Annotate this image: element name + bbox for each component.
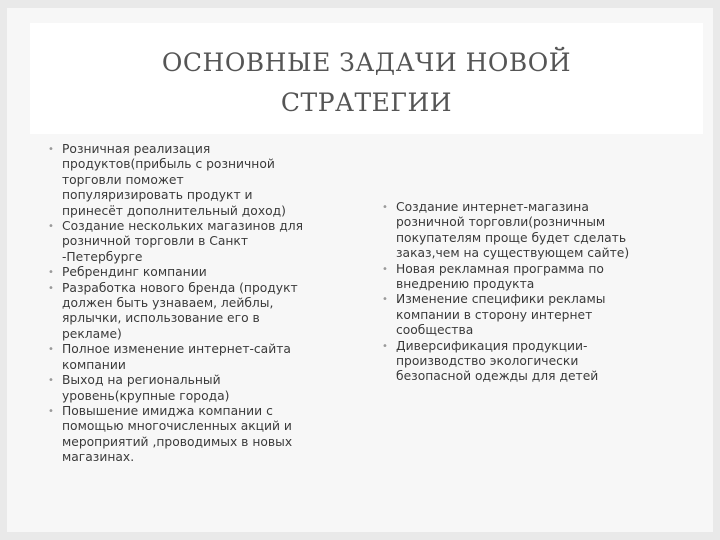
bullet-text: Изменение специфики рекламы компании в сторону интернет сообщества <box>396 292 606 338</box>
bullet-dot-icon: • <box>48 267 54 279</box>
bullet-text: Разработка нового бренда (продукт должен быть узнаваем, лейблы, ярлычки, использование его в рекламе) <box>62 280 298 341</box>
bullet-text: Диверсификация продукции-производство экологически безопасной одежды для детей <box>396 338 599 384</box>
bullet-dot-icon: • <box>382 340 388 352</box>
title-line-1: ОСНОВНЫЕ ЗАДАЧИ НОВОЙ <box>161 48 572 77</box>
bullet-item <box>382 200 652 262</box>
bullet-text: Ребрендинг компании <box>62 265 207 280</box>
bullet-item <box>48 265 306 280</box>
bullet-item <box>48 342 306 373</box>
bullet-text: Создание нескольких магазинов для розничной торговли в Санкт -Петербурге <box>62 219 304 264</box>
bullet-item <box>48 281 306 343</box>
bullet-text: Полное изменение интернет-сайта компании <box>62 342 291 372</box>
bullet-item <box>382 262 652 293</box>
bullet-item <box>48 219 306 265</box>
bullet-text: Повышение имиджа компании с помощью многочисленных акций и мероприятий ,проводимых в новых магазинах. <box>62 403 293 465</box>
bullet-item <box>48 373 306 404</box>
bullet-item <box>48 404 306 466</box>
bullet-dot-icon: • <box>382 263 388 275</box>
bullet-dot-icon: • <box>48 144 54 155</box>
bullet-dot-icon: • <box>382 294 388 306</box>
bullet-dot-icon: • <box>48 344 54 356</box>
title-line-2: СТРАТЕГИИ <box>280 88 453 117</box>
left-bullet-list <box>48 142 306 466</box>
bullet-text: Выход на региональный уровень(крупные города) <box>62 373 230 403</box>
slide-title <box>30 43 703 123</box>
right-bullet-list <box>382 200 652 385</box>
bullet-dot-icon: • <box>48 375 54 387</box>
bullet-dot-icon: • <box>48 405 54 417</box>
bullet-text: Создание интернет-магазина розничной торговли(розничным покупателям проще будет сделать заказ,чем на существующем сайте) <box>396 200 630 261</box>
bullet-dot-icon: • <box>48 282 54 294</box>
bullet-item <box>382 292 652 338</box>
bullet-text: Новая рекламная программа по внедрению продукта <box>396 261 604 292</box>
bullet-dot-icon: • <box>382 202 388 213</box>
bullet-item <box>382 339 652 385</box>
bullet-text: Розничная реализация продуктов(прибыль с розничной торговли поможет популяризировать продукт и принесёт дополнительный доход) <box>62 142 286 218</box>
bullet-item <box>48 142 306 219</box>
bullet-dot-icon: • <box>48 221 54 233</box>
title-box <box>30 23 703 134</box>
